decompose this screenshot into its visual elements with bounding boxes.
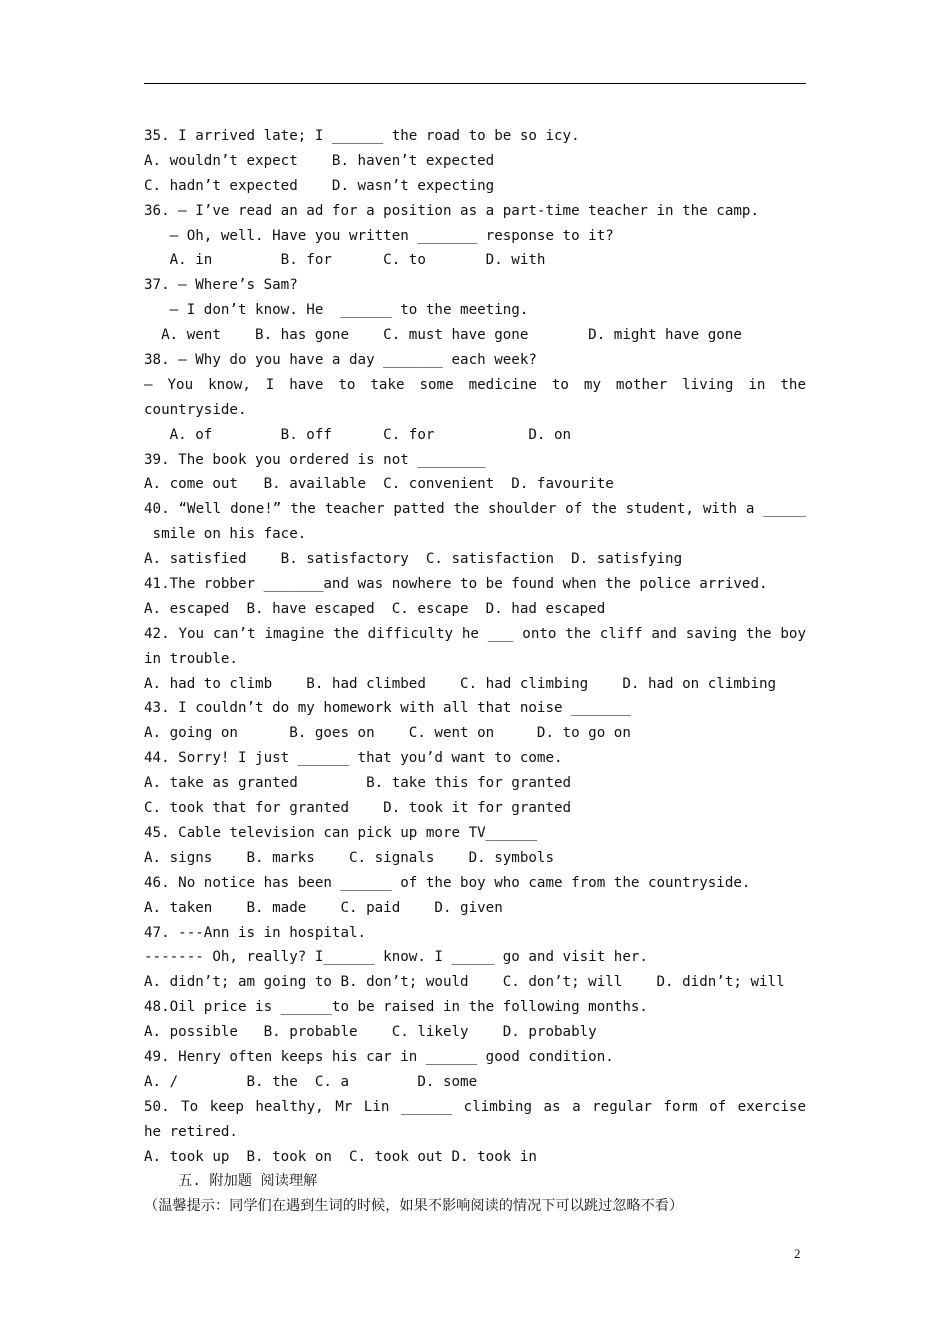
- text-line: A. possible B. probable C. likely D. probably: [144, 1024, 597, 1041]
- text-line: smile on his face.: [144, 526, 307, 543]
- page-number: 2: [794, 1246, 801, 1261]
- text-line: A. in B. for C. to D. with: [144, 252, 546, 269]
- text-line: A. escaped B. have escaped C. escape D. had escaped: [144, 600, 606, 617]
- text-line: A. satisfied B. satisfactory C. satisfaction D. satisfying: [144, 551, 683, 568]
- text-line: 48.Oil price is ______to be raised in the following months.: [144, 999, 648, 1016]
- text-line: 44. Sorry! I just ______ that you’d want to come.: [144, 750, 563, 767]
- text-line: A. taken B. made C. paid D. given: [144, 899, 503, 916]
- text-line: C. took that for granted D. took it for granted: [144, 800, 572, 817]
- text-line: 47. ---Ann is in hospital.: [144, 924, 367, 941]
- text-line: 五. 附加题 阅读理解: [144, 1173, 318, 1190]
- text-line: — I don’t know. He ______ to the meeting.: [144, 302, 529, 319]
- text-line: in trouble.: [144, 650, 238, 667]
- text-line: 36. — I’ve read an ad for a position as a part-time teacher in the camp.: [144, 202, 759, 219]
- text-line: 46. No notice has been ______ of the boy who came from the countryside.: [144, 874, 751, 891]
- question-list: [144, 124, 806, 1219]
- text-line: A. take as granted B. take this for granted: [144, 775, 572, 792]
- text-line: 45. Cable television can pick up more TV______: [144, 824, 537, 841]
- text-line: 37. — Where’s Sam?: [144, 277, 298, 294]
- text-line: 40. “Well done!” the teacher patted the shoulder of the student, with a _____: [144, 501, 806, 518]
- text-line: he retired.: [144, 1123, 238, 1140]
- text-line: A. went B. has gone C. must have gone D. might have gone: [144, 327, 742, 344]
- text-line: A. of B. off C. for D. on: [144, 426, 572, 443]
- text-line: A. signs B. marks C. signals D. symbols: [144, 849, 554, 866]
- text-line: 42. You can’t imagine the difficulty he ___ onto the cliff and saving the boy: [144, 625, 806, 642]
- text-line: 49. Henry often keeps his car in ______ good condition.: [144, 1048, 614, 1065]
- text-line: A. didn’t; am going to B. don’t; would C. don’t; will D. didn’t; will: [144, 974, 785, 991]
- text-line: 35. I arrived late; I ______ the road to be so icy.: [144, 128, 580, 144]
- text-line: A. come out B. available C. convenient D. favourite: [144, 476, 614, 493]
- text-line: C. hadn’t expected D. wasn’t expecting: [144, 177, 495, 194]
- text-line: A. / B. the C. a D. some: [144, 1073, 478, 1090]
- text-line: ------- Oh, really? I______ know. I _____ go and visit her.: [144, 949, 648, 966]
- text-line: A. took up B. took on C. took out D. took in: [144, 1148, 537, 1165]
- text-line: countryside.: [144, 401, 247, 418]
- text-line: 50. To keep healthy, Mr Lin ______ climbing as a regular form of exercise: [144, 1098, 806, 1115]
- text-line: — Oh, well. Have you written _______ response to it?: [144, 227, 614, 244]
- text-line: A. going on B. goes on C. went on D. to go on: [144, 725, 631, 742]
- text-line: 43. I couldn’t do my homework with all that noise _______: [144, 700, 631, 717]
- text-line: — You know, I have to take some medicine to my mother living in the: [144, 376, 806, 393]
- text-line: A. wouldn’t expect B. haven’t expected: [144, 152, 495, 169]
- text-line: A. had to climb B. had climbed C. had climbing D. had on climbing: [144, 675, 777, 692]
- text-line: 41.The robber _______and was nowhere to be found when the police arrived.: [144, 576, 768, 593]
- header-rule: [144, 83, 806, 84]
- text-line: （温馨提示：同学们在遇到生词的时候，如果不影响阅读的情况下可以跳过忽略不看）: [144, 1198, 684, 1215]
- text-line: 38. — Why do you have a day _______ each week?: [144, 352, 537, 369]
- text-line: 39. The book you ordered is not ________: [144, 451, 486, 468]
